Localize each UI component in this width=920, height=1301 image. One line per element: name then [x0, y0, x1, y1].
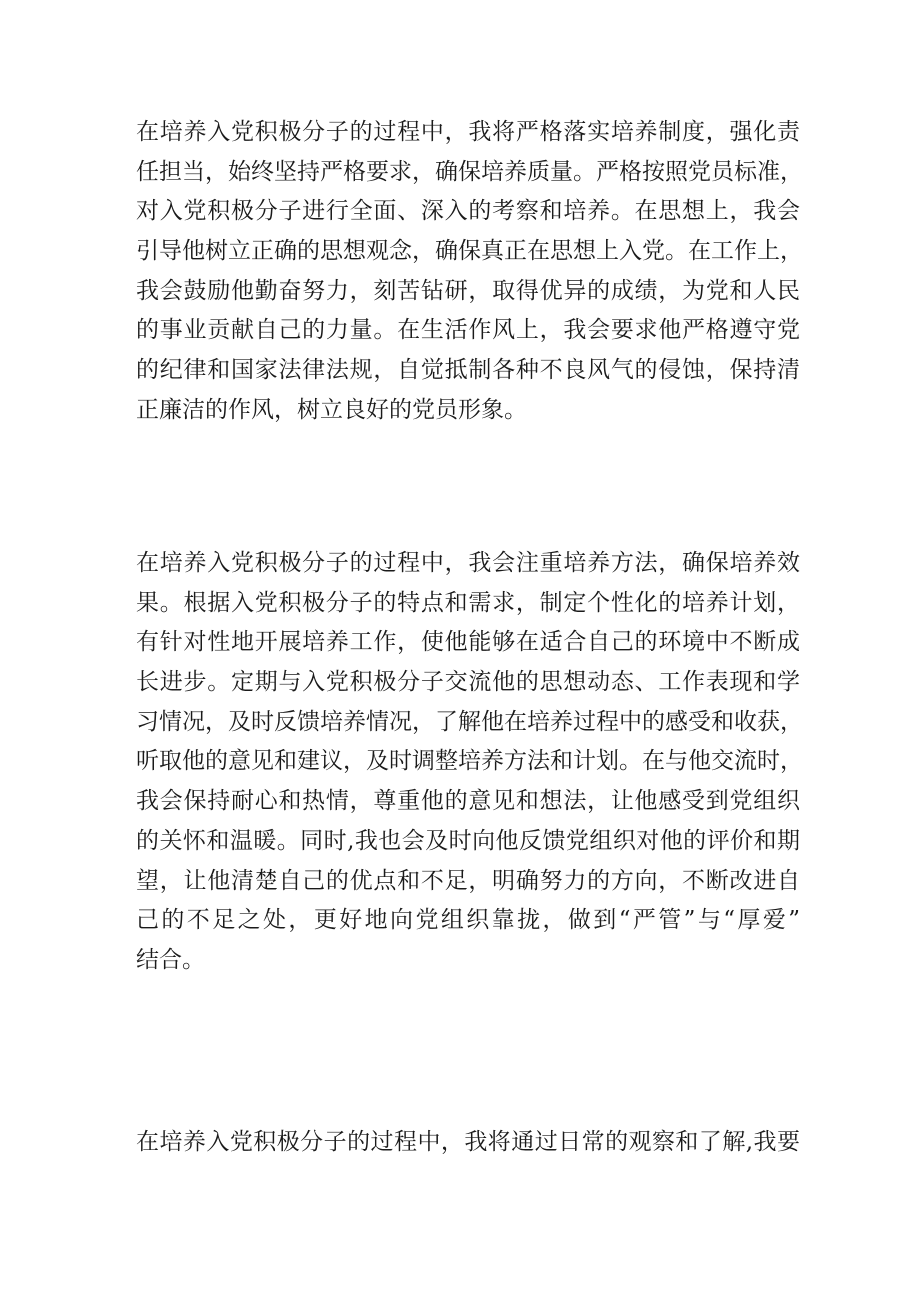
- text-line: 的关怀和温暖。同时,我也会及时向他反馈党组织对他的评价和期: [136, 827, 800, 854]
- text-line: 我会鼓励他勤奋努力，刻苦钻研，取得优异的成绩，为党和人民: [136, 277, 800, 304]
- text-line: 正廉洁的作风，树立良好的党员形象。: [136, 396, 527, 423]
- text-line: 我会保持耐心和热情，尊重他的意见和想法，让他感受到党组织: [136, 788, 800, 815]
- text-line: 果。根据入党积极分子的特点和需求，制定个性化的培养计划，: [136, 589, 800, 616]
- text-line: 在培养入党积极分子的过程中，我会注重培养方法，确保培养效: [136, 550, 800, 576]
- text-line: 任担当，始终坚持严格要求，确保培养质量。严格按照党员标准，: [136, 158, 803, 185]
- text-line: 引导他树立正确的思想观念，确保真正在思想上入党。在工作上，: [136, 238, 803, 265]
- text-line: 在培养入党积极分子的过程中，我将严格落实培养制度，强化责: [136, 119, 800, 145]
- paragraph-3: [136, 1123, 800, 1163]
- text-line: 有针对性地开展培养工作，使他能够在适合自己的环境中不断成: [136, 629, 800, 656]
- text-line: 听取他的意见和建议，及时调整培养方法和计划。在与他交流时，: [136, 748, 803, 775]
- text-line: 在培养入党积极分子的过程中，我将通过日常的观察和了解,我要: [136, 1129, 800, 1155]
- text-line: 对入党积极分子进行全面、深入的考察和培养。在思想上，我会: [136, 198, 800, 225]
- paragraph-2: [136, 544, 803, 981]
- text-line: 长进步。定期与入党积极分子交流他的思想动态、工作表现和学: [136, 669, 800, 696]
- text-line: 习情况，及时反馈培养情况，了解他在培养过程中的感受和收获，: [136, 708, 803, 735]
- text-line: 结合。: [136, 946, 205, 973]
- text-line: 的纪律和国家法律法规，自觉抵制各种不良风气的侵蚀，保持清: [136, 357, 800, 384]
- text-line: 望，让他清楚自己的优点和不足，明确努力的方向，不断改进自: [136, 867, 800, 894]
- text-line: 的事业贡献自己的力量。在生活作风上，我会要求他严格遵守党: [136, 317, 800, 344]
- paragraph-1: [136, 113, 803, 431]
- text-line: 己的不足之处，更好地向党组织靠拢，做到“严管”与“厚爱”: [136, 907, 800, 934]
